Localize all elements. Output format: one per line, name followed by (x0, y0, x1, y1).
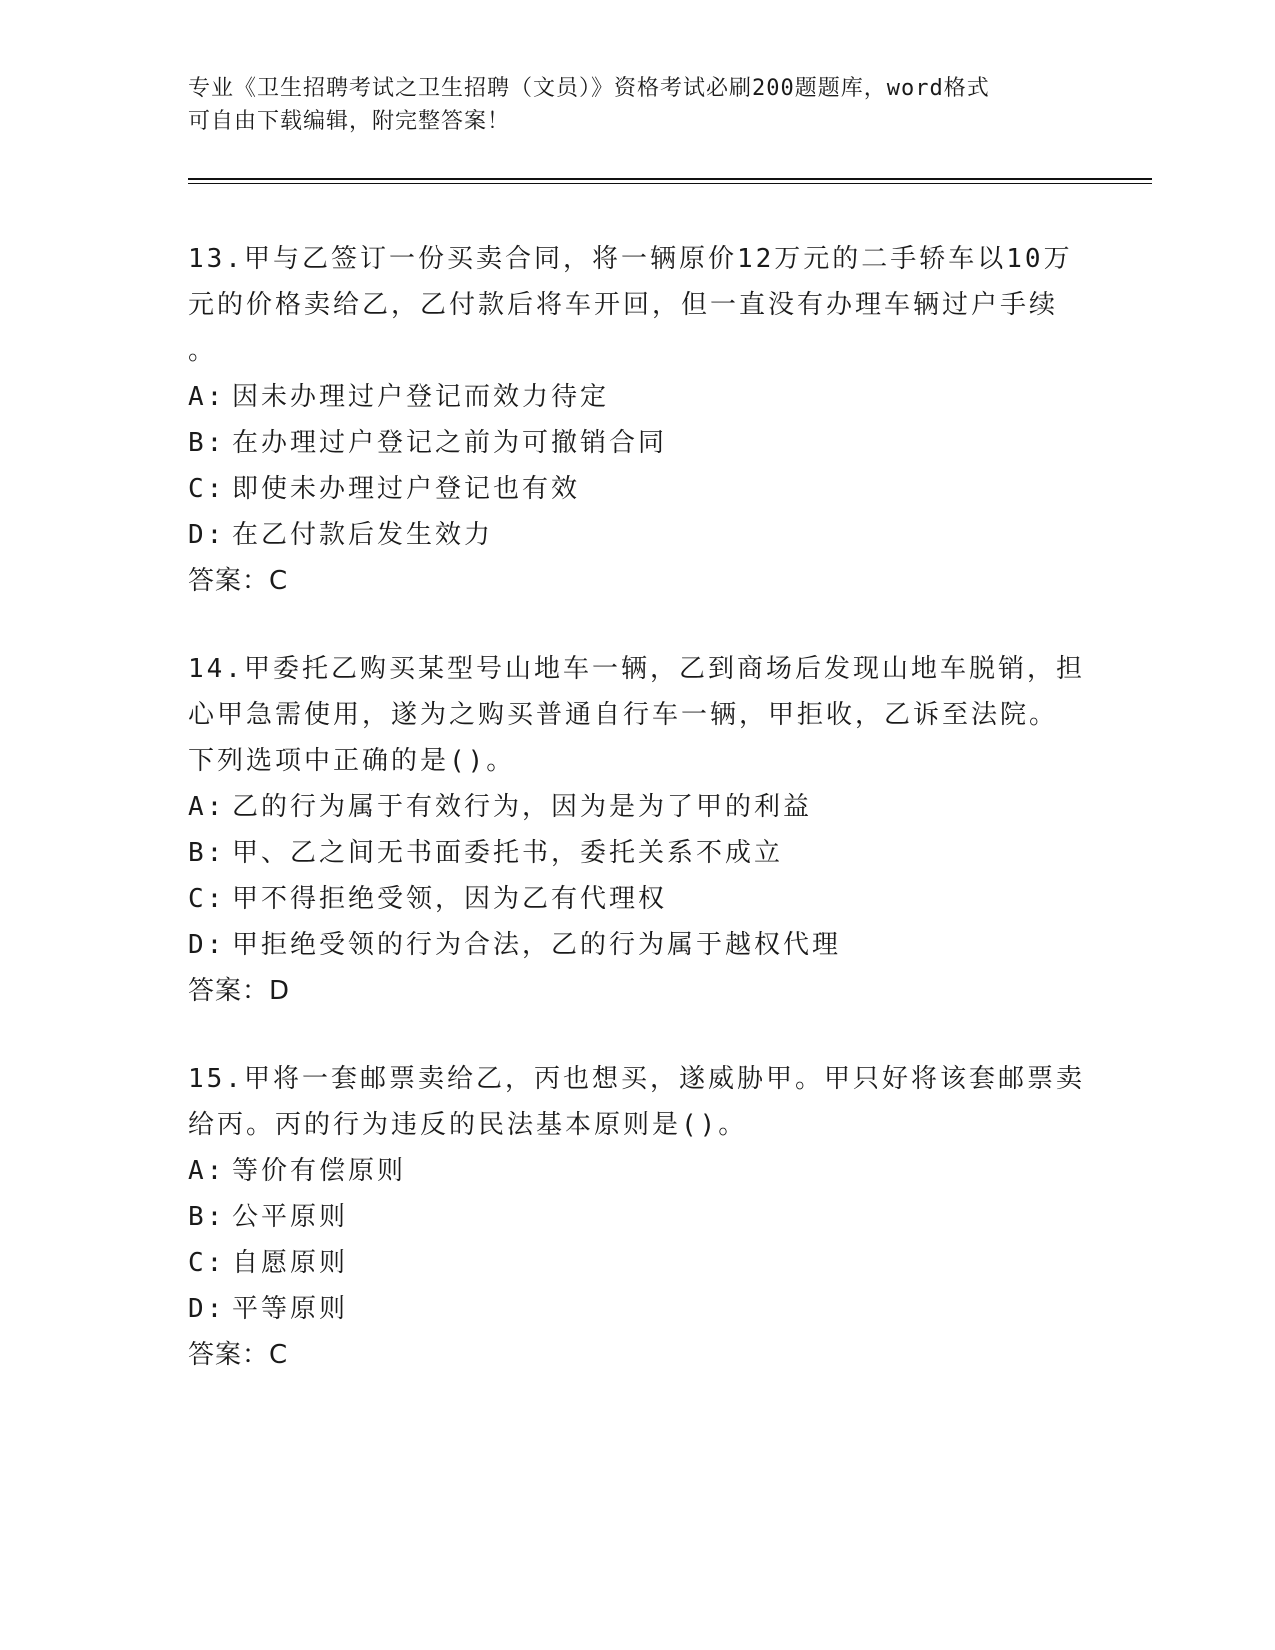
option-text: 甲不得拒绝受领，因为乙有代理权 (232, 884, 668, 914)
question-13 (188, 236, 1088, 604)
question-14-line-3: 下列选项中正确的是()。 (188, 746, 516, 776)
option-text: 在办理过户登记之前为可撤销合同 (232, 428, 668, 458)
option-key: C: (188, 474, 226, 504)
option-text: 在乙付款后发生效力 (232, 520, 494, 550)
document-header (188, 72, 1088, 138)
question-13-option-b (188, 420, 1088, 466)
header-line-2: 可自由下载编辑，附完整答案！ (188, 109, 511, 134)
question-15-option-d (188, 1286, 1088, 1332)
option-text: 甲拒绝受领的行为合法，乙的行为属于越权代理 (232, 930, 842, 960)
question-15-option-b (188, 1194, 1088, 1240)
question-14-line-1: 14.甲委托乙购买某型号山地车一辆，乙到商场后发现山地车脱销，担 (188, 654, 1085, 684)
header-divider-thick (188, 178, 1152, 180)
question-14 (188, 646, 1088, 1014)
option-key: B: (188, 838, 226, 868)
question-13-option-d (188, 512, 1088, 558)
question-14-option-a (188, 784, 1088, 830)
question-14-option-c (188, 876, 1088, 922)
question-13-answer: 答案：C (188, 566, 289, 596)
option-text: 因未办理过户登记而效力待定 (232, 382, 610, 412)
option-key: A: (188, 382, 226, 412)
option-key: C: (188, 884, 226, 914)
option-text: 乙的行为属于有效行为，因为是为了甲的利益 (232, 792, 813, 822)
question-13-option-c (188, 466, 1088, 512)
option-key: D: (188, 930, 226, 960)
header-line-1: 专业《卫生招聘考试之卫生招聘（文员）》资格考试必刷200题题库，word格式 (188, 76, 990, 101)
question-13-line-1: 13.甲与乙签订一份买卖合同，将一辆原价12万元的二手轿车以10万 (188, 244, 1073, 274)
option-key: B: (188, 428, 226, 458)
option-text: 等价有偿原则 (232, 1156, 407, 1186)
question-15-line-1: 15.甲将一套邮票卖给乙，丙也想买，遂威胁甲。甲只好将该套邮票卖 (188, 1064, 1085, 1094)
option-key: B: (188, 1202, 226, 1232)
question-15 (188, 1056, 1088, 1378)
question-14-option-d (188, 922, 1088, 968)
option-key: C: (188, 1248, 226, 1278)
question-15-line-2: 给丙。丙的行为违反的民法基本原则是()。 (188, 1110, 748, 1140)
question-13-line-3: 。 (188, 336, 218, 366)
option-text: 甲、乙之间无书面委托书，委托关系不成立 (232, 838, 784, 868)
question-15-answer: 答案：C (188, 1340, 289, 1370)
question-14-line-2: 心甲急需使用，遂为之购买普通自行车一辆，甲拒收，乙诉至法院。 (188, 700, 1059, 730)
question-13-option-a (188, 374, 1088, 420)
option-key: A: (188, 792, 226, 822)
question-14-answer: 答案：D (188, 976, 291, 1006)
option-text: 平等原则 (232, 1294, 349, 1324)
question-15-option-a (188, 1148, 1088, 1194)
option-text: 公平原则 (232, 1202, 349, 1232)
option-text: 自愿原则 (232, 1248, 349, 1278)
question-13-line-2: 元的价格卖给乙，乙付款后将车开回，但一直没有办理车辆过户手续 (188, 290, 1059, 320)
question-14-option-b (188, 830, 1088, 876)
option-text: 即使未办理过户登记也有效 (232, 474, 581, 504)
option-key: D: (188, 1294, 226, 1324)
question-15-option-c (188, 1240, 1088, 1286)
option-key: D: (188, 520, 226, 550)
option-key: A: (188, 1156, 226, 1186)
header-divider-thin (188, 183, 1152, 184)
